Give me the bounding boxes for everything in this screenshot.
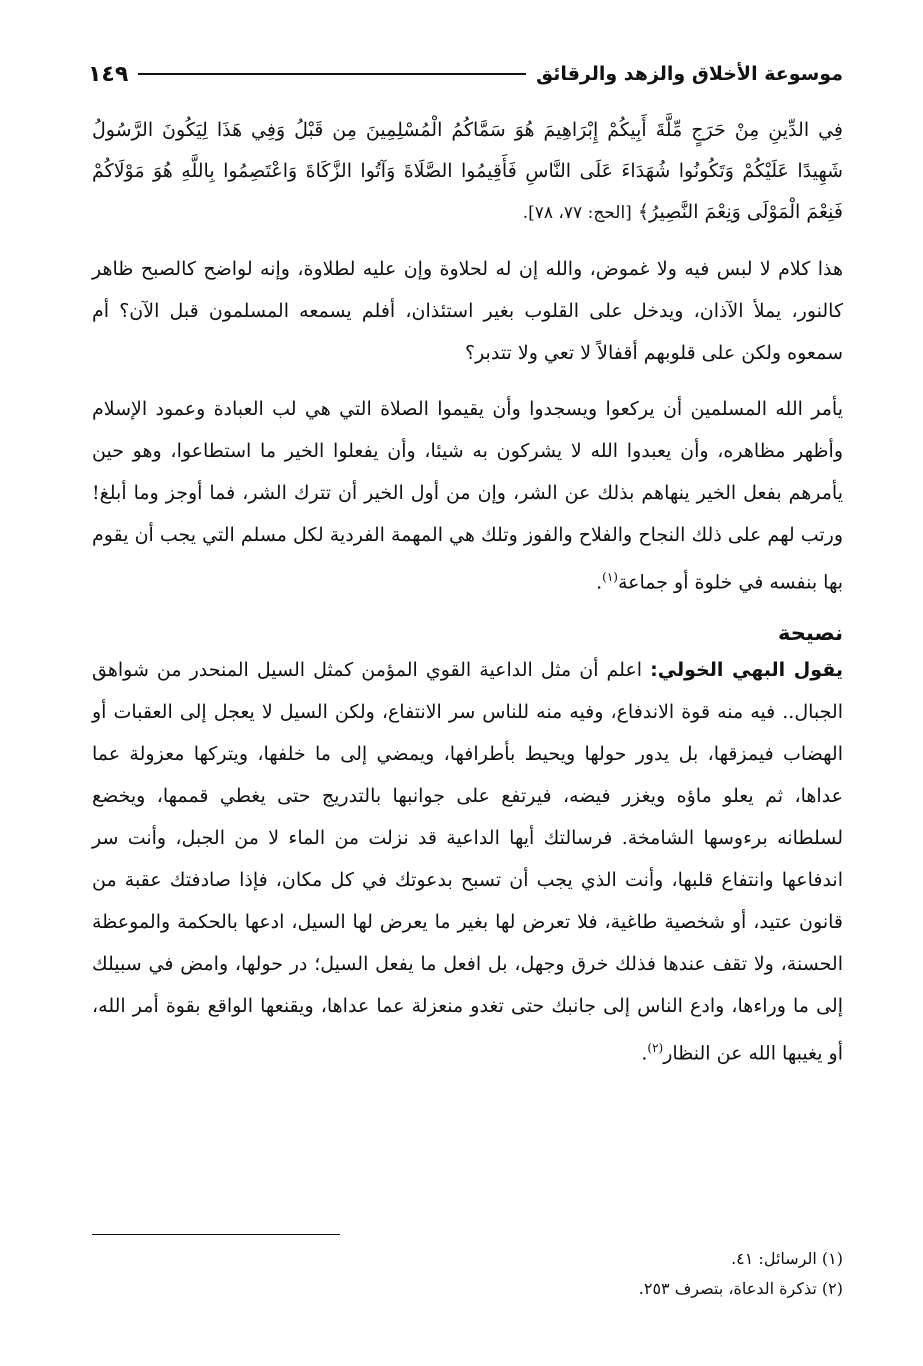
footnotes [92,1244,843,1304]
paragraph-3: يقول البهي الخولي: اعلم أن مثل الداعية القوي المؤمن كمثل السيل المنحدر من شواهق الجبال.. فيه منه قوة الاندفاع، وفيه منه للناس سر الانتفاع، ولكن السيل لا يعجل إلى العقبات أو الهضاب فيمزقها، بل يدور حولها ويحيط بأطرافها، ويمضي إلى ما خلفها، ويتركها معزولة عما عداها، ثم يعلو ماؤه ويغزر فيضه، فيرتفع على جوانبها بالتدريج حتى يغطي قممها، ويخضع لسلطانه برءوسها الشامخة. فرسالتك أيها الداعية قد نزلت من الماء لا من الجبل، وأنت سر اندفاعها وانتفاع قلبها، وأنت الذي يجب أن تسبح بدعوتك في كل مكان، فإذا صادفتك عقبة من قانون عتيد، أو شخصية طاغية، فلا تعرض لها بغير ما يعرض لها السيل، ادعها بالحكمة والموعظة الحسنة، ولا تقف عندها فذلك خرق وجهل، بل افعل ما يفعل السيل؛ در حولها، وامض في سبيلك إلى ما وراءها، وادع الناس إلى جانبك حتى تغدو منعزلة عما عداها، ويقنعها الواقع بقوة أمر الله، أو يغيبها الله عن النظار$^{(٢)}$. [92,659,843,1065]
footnote-2: (٢) تذكرة الدعاة، بتصرف ٢٥٣. [638,1279,843,1298]
speaker-name: يقول البهي الخولي: [650,659,843,682]
paragraph-1: هذا كلام لا لبس فيه ولا غموض، والله إن له لحلاوة وإن عليه لطلاوة، وإنه لواضح كالصبح ظاهر كالنور، يملأ الآذان، ويدخل على القلوب بغير استئذان، أفلم يسمعه المسلمون قبل الآن؟ أم سمعوه ولكن على قلوبهم أقفالاً لا تعي ولا تتدبر؟ [92,258,843,364]
section-heading: نصيحة [777,621,843,646]
page-number: ١٤٩ [88,61,129,87]
paragraph-2-text: يأمر الله المسلمين أن يركعوا ويسجدوا وأن يقيموا الصلاة التي هي لب العبادة وعمود الإسلام وأظهر مظاهره، وأن يعبدوا الله لا يشركون به شيئا، وأن يفعلوا الخير ما استطاعوا، وهو حين يأمرهم بفعل الخير ينهاهم بذلك عن الشر، وإن من أول الخير أن تترك الشر، فما أوجز وما أبلغ! ورتب لهم على ذلك النجاح والفلاح والفوز وتلك هي المهمة الفردية لكل مسلم التي يجب أن يقوم بها بنفسه في خلوة أو جماعة [92,398,843,594]
verse-reference: [الحج: ٧٧، ٧٨]. [522,203,632,223]
footnote-ref-2: (٢) [647,1041,664,1056]
quran-verse [92,110,843,234]
footnote-1: (١) الرسائل: ٤١. [731,1249,843,1268]
page-header [88,56,843,92]
header-rule [138,73,526,75]
paragraph-2: يأمر الله المسلمين أن يركعوا ويسجدوا وأن يقيموا الصلاة التي هي لب العبادة وعمود الإسلام وأظهر مظاهره، وأن يعبدوا الله لا يشركون به شيئا، وأن يفعلوا الخير ما استطاعوا، وهو حين يأمرهم بفعل الخير ينهاهم بذلك عن الشر، وإن من أول الخير أن تترك الشر، فما أوجز وما أبلغ! ورتب لهم على ذلك النجاح والفلاح والفوز وتلك هي المهمة الفردية لكل مسلم التي يجب أن يقوم بها بنفسه في خلوة أو جماعة$^{(١)}$. [92,398,843,594]
paragraph-3-text: اعلم أن مثل الداعية القوي المؤمن كمثل السيل المنحدر من شواهق الجبال.. فيه منه قوة الاندفاع، وفيه منه للناس سر الانتفاع، ولكن السيل لا يعجل إلى العقبات أو الهضاب فيمزقها، بل يدور حولها ويحيط بأطرافها، ويمضي إلى ما خلفها، ويتركها معزولة عما عداها، ثم يعلو ماؤه ويغزر فيضه، فيرتفع على جوانبها بالتدريج حتى يغطي قممها، ويخضع لسلطانه برءوسها الشامخة. فرسالتك أيها الداعية قد نزلت من الماء لا من الجبل، وأنت سر اندفاعها وانتفاع قلبها، وأنت الذي يجب أن تسبح بدعوتك في كل مكان، فإذا صادفتك عقبة من قانون عتيد، أو شخصية طاغية، فلا تعرض لها بغير ما يعرض لها السيل، ادعها بالحكمة والموعظة الحسنة، ولا تقف عندها فذلك خرق وجهل، بل افعل ما يفعل السيل؛ در حولها، وامض في سبيلك إلى ما وراءها، وادع الناس إلى جانبك حتى تغدو منعزلة عما عداها، ويقنعها الواقع بقوة أمر الله، أو يغيبها الله عن النظار [92,659,843,1065]
page-body [92,110,843,1075]
footnote-ref-1: (١) [602,570,618,584]
book-title: موسوعة الأخلاق والزهد والرقائق [536,63,843,85]
footnote-separator [92,1234,340,1235]
verse-text: فِي الدِّينِ مِنْ حَرَجٍ مِّلَّةَ أَبِيكُمْ إِبْرَاهِيمَ هُوَ سَمَّاكُمُ الْمُسْلِمِينَ مِن قَبْلُ وَفِي هَذَا لِيَكُونَ الرَّسُولُ شَهِيدًا عَلَيْكُمْ وَتَكُونُوا شُهَدَاءَ عَلَى النَّاسِ فَأَقِيمُوا الصَّلَاةَ وَآتُوا الزَّكَاةَ وَاعْتَصِمُوا بِاللَّهِ هُوَ مَوْلَاكُمْ فَنِعْمَ الْمَوْلَى وَنِعْمَ النَّصِيرُ﴾ [92,119,843,223]
